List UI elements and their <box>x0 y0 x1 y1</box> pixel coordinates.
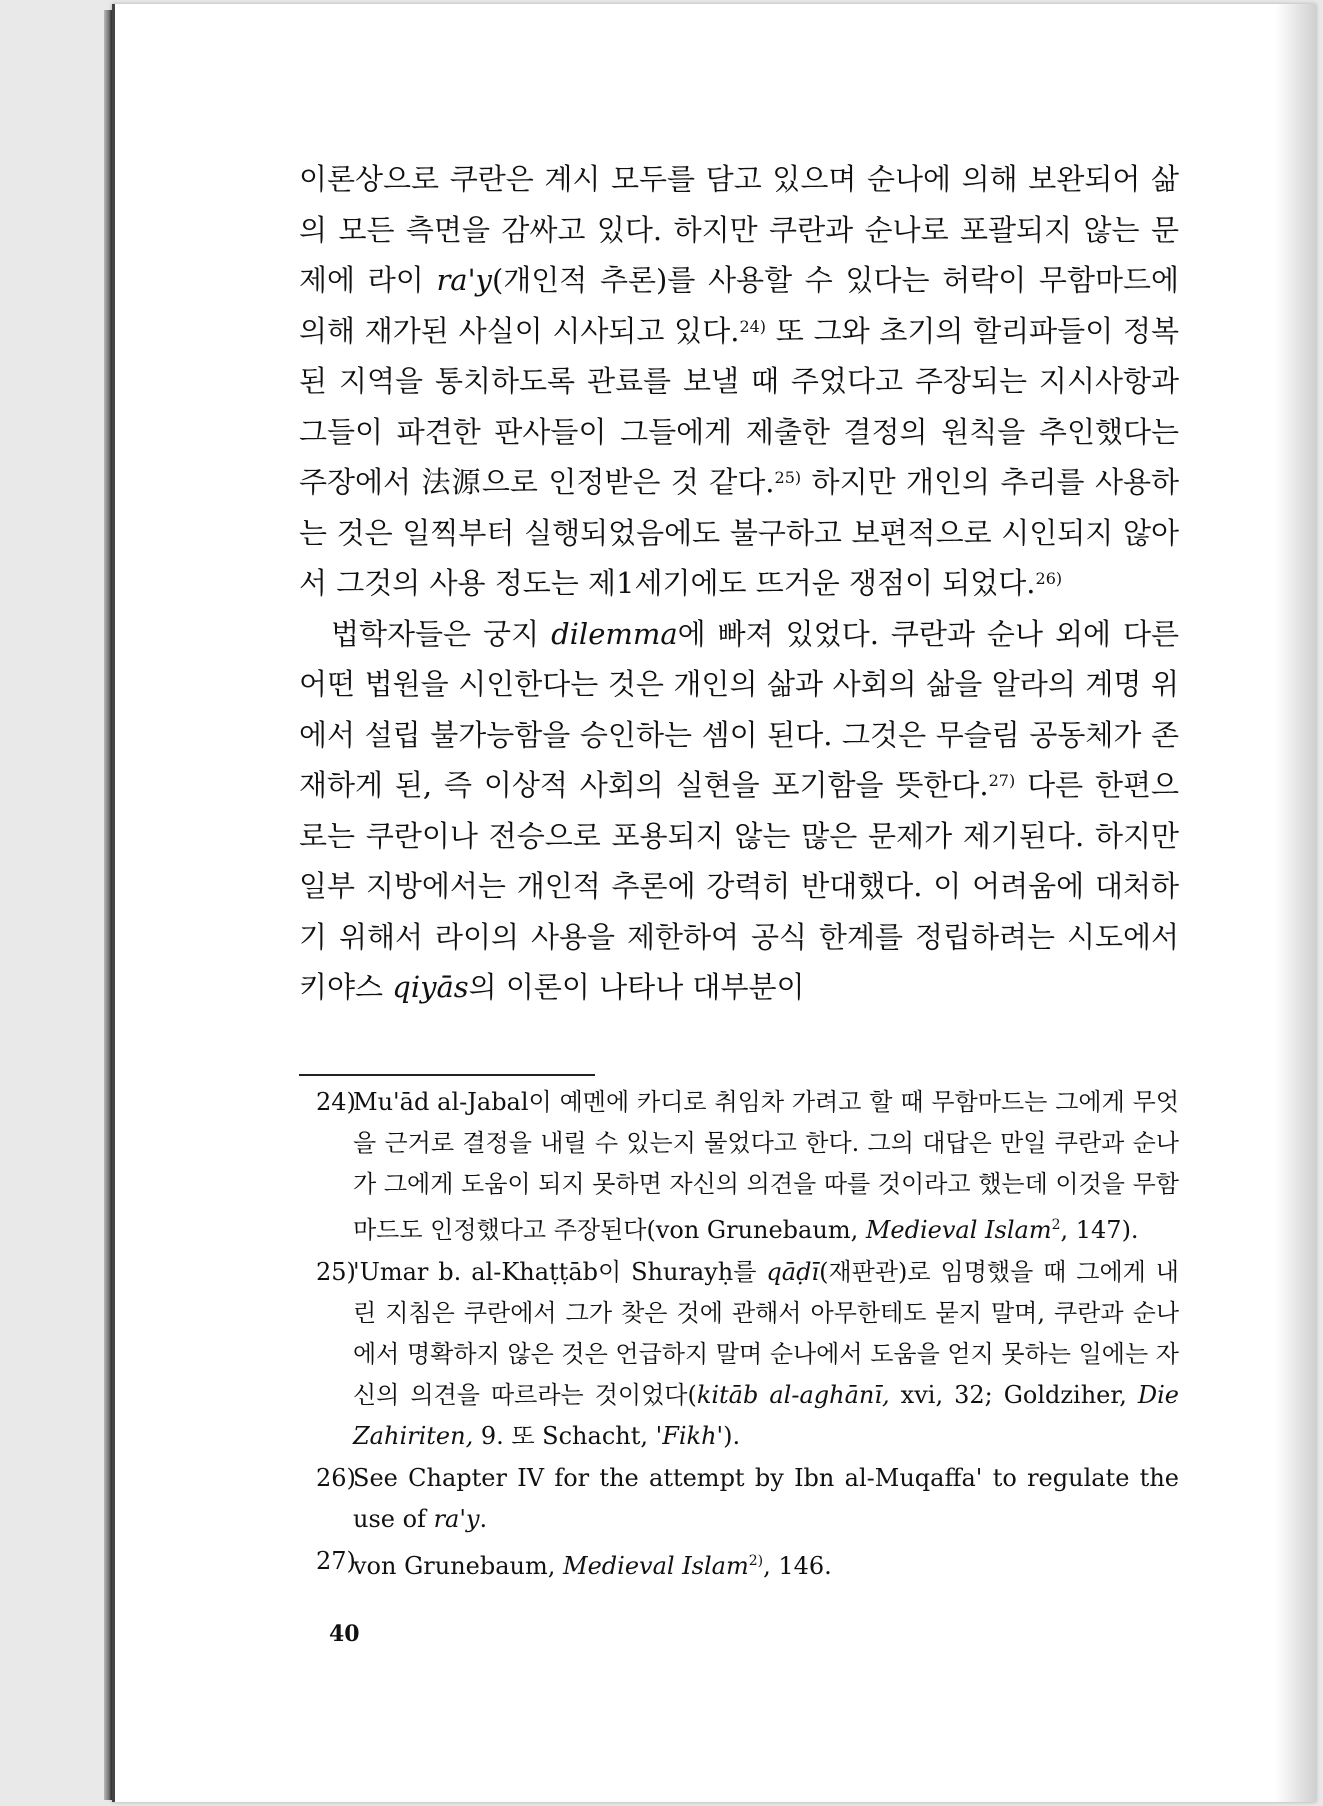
footnote-26 <box>299 1458 1179 1540</box>
footnote-27 <box>299 1541 1179 1587</box>
paragraph-text: 법학자들은 궁지 <box>331 616 552 651</box>
footnote-number: 27) <box>316 1547 356 1575</box>
paragraph-text: 에 빠져 있었다. 쿠란과 순나 외에 다른 어떤 법원을 시인한다는 것은 개인의 삶과 사회의 삶을 알라의 계명 위에서 설립 불가능함을 승인하는 셈이 된다. 그것은 무슬림 공동체가 존재하게 된, 즉 이상적 사회의 실현을 포기함을 뜻한다. <box>299 616 1179 802</box>
italic-title: kitāb al-aghānī, <box>696 1381 890 1409</box>
page-number: 40 <box>329 1621 360 1647</box>
superscript: 2 <box>1051 1217 1061 1233</box>
paragraph-text: 하지만 개인의 추리를 사용하는 것은 일찍부터 실행되었음에도 불구하고 보편적으로 시인되지 않아서 그것의 사용 정도는 제1세기에도 뜨거운 쟁점이 되었다. <box>299 465 1179 600</box>
paragraph-2 <box>299 609 1179 1013</box>
footnote-text-part: , 146. <box>763 1552 832 1580</box>
footnote-text <box>353 1458 1179 1540</box>
paragraph-text: 또 그와 초기의 할리파들이 정복된 지역을 통치하도록 관료를 보낼 때 주었다고 주장되는 지시사항과 그들이 파견한 판사들이 그들에게 제출한 결정의 원칙을 추인했다는 주장에서 法源으로 인정받은 것 같다. <box>299 313 1179 499</box>
paragraph-text: 다른 한편으로는 쿠란이나 전승으로 포용되지 않는 많은 문제가 제기된다. 하지만 일부 지방에서는 개인적 추론에 강력히 반대했다. 이 어려움에 대처하기 위해서 라이의 사용을 제한하여 공식 한계를 정립하려는 시도에서 키야스 <box>299 768 1179 1004</box>
paragraph-text: 이론상으로 쿠란은 계시 모두를 담고 있으며 순나에 의해 보완되어 삶의 모든 측면을 감싸고 있다. 하지만 쿠란과 순나로 포괄되지 않는 문제에 라이 <box>299 162 1179 297</box>
italic-title: Medieval Islam <box>563 1552 749 1580</box>
footnote-reference[interactable]: 25) <box>774 468 802 487</box>
italic-title: Die Zahiriten, <box>353 1381 1179 1450</box>
superscript: 2) <box>748 1553 764 1569</box>
footnote-text <box>353 1252 1179 1457</box>
footnotes <box>299 1082 1179 1588</box>
footnote-text <box>353 1541 1179 1587</box>
footnote-reference[interactable]: 27) <box>988 771 1016 790</box>
footnote-text-part: ). <box>723 1422 741 1450</box>
footnote-number: 25) <box>316 1258 356 1286</box>
footnote-divider <box>299 1074 595 1076</box>
paragraph-1 <box>299 154 1179 609</box>
footnote-text <box>353 1082 1179 1251</box>
footnote-text-part: , 147). <box>1060 1216 1139 1244</box>
footnote-text-part: . <box>479 1505 488 1533</box>
footnote-number: 24) <box>316 1088 356 1116</box>
footnote-text-part: 9. 또 Schacht, <box>473 1422 656 1450</box>
italic-term: ra'y <box>436 263 492 297</box>
footnote-text-part: 'Umar b. al-Khaṭṭāb이 Shurayḥ를 <box>353 1258 767 1286</box>
footnote-number: 26) <box>316 1464 356 1492</box>
footnote-text-part: von Grunebaum, <box>353 1552 563 1580</box>
italic-term: dilemma <box>551 616 678 651</box>
italic-term: ra'y <box>433 1505 480 1533</box>
footnote-text-part: Mu'ād al-Jabal이 예멘에 카디로 취임차 가려고 할 때 무함마드는 그에게 무엇을 근거로 결정을 내릴 수 있는지 물었다고 한다. 그의 대답은 만일 쿠란과 순나가 그에게 도움이 되지 못하면 자신의 의견을 따를 것이라고 했는데 이것을 무함마드도 인정했다고 주장된다(von Grunebaum, <box>353 1088 1179 1244</box>
italic-title: 'Fikh' <box>655 1422 724 1450</box>
footnote-reference[interactable]: 24) <box>739 316 767 336</box>
footnote-text-part: See Chapter IV for the attempt by Ibn al-Muqaffa' to regulate the use of <box>353 1464 1179 1533</box>
book-spine-edge <box>104 10 112 1800</box>
main-text <box>299 154 1179 1013</box>
italic-term: qāḍī <box>766 1258 820 1286</box>
italic-title: Medieval Islam <box>865 1216 1052 1244</box>
paragraph-text: 의 이론이 나타나 대부분이 <box>468 970 805 1004</box>
footnote-24 <box>299 1082 1179 1251</box>
footnote-25 <box>299 1252 1179 1457</box>
footnote-text-part: xvi, 32; Goldziher, <box>889 1381 1138 1409</box>
italic-term: qiyās <box>392 970 469 1004</box>
footnote-reference[interactable]: 26) <box>1035 569 1063 588</box>
footnote-text-part: (재판관)로 임명했을 때 그에게 내린 지침은 쿠란에서 그가 찾은 것에 관해서 아무한테도 묻지 말며, 쿠란과 순나에서 명확하지 않은 것은 언급하지 말며 순나에서 도움을 얻지 못하는 일에는 자신의 의견을 따르라는 것이었다( <box>353 1258 1179 1409</box>
page-shadow <box>1275 4 1315 1802</box>
paragraph-text: (개인적 추론)를 사용할 수 있다는 허락이 무함마드에 의해 재가된 사실이 시사되고 있다. <box>299 263 1179 348</box>
